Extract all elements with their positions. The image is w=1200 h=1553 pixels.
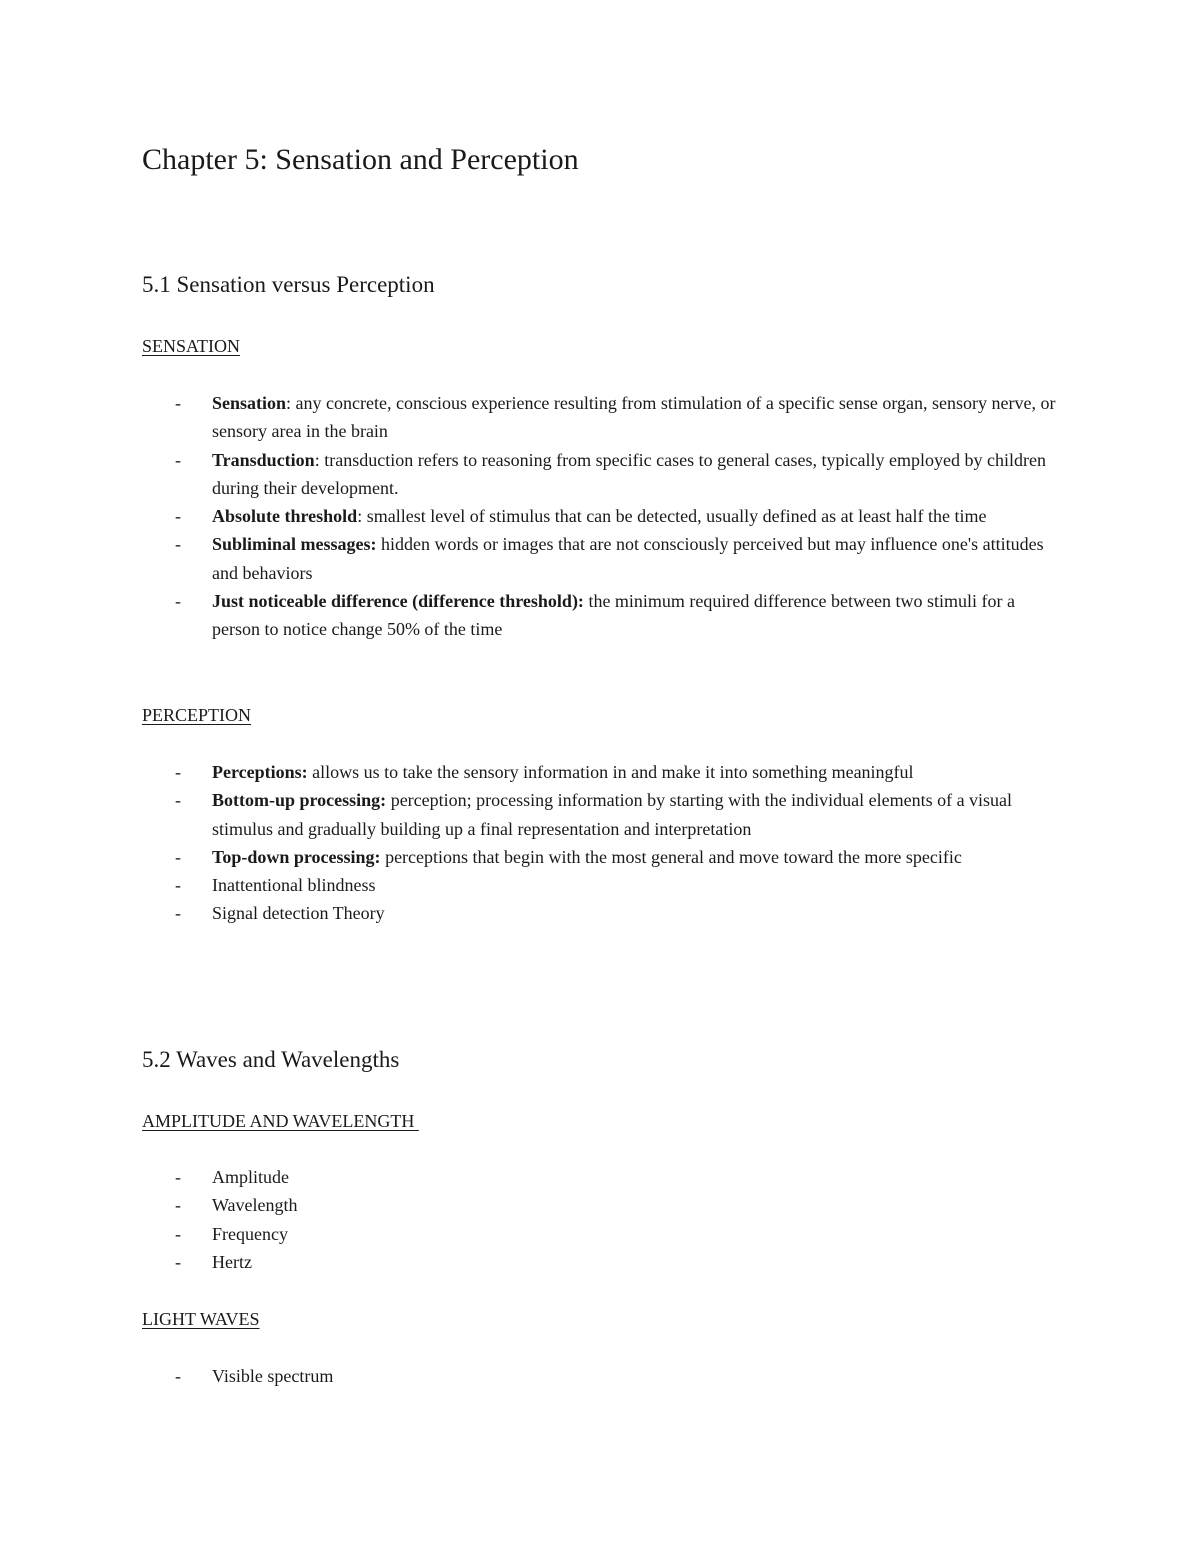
dash-bullet: - (175, 903, 181, 924)
dash-bullet: - (175, 1251, 181, 1272)
list-item (142, 899, 1062, 927)
subheading-amplitude-and-wavelength: AMPLITUDE AND WAVELENGTH (142, 1111, 419, 1131)
dash-bullet: - (175, 591, 181, 612)
term-label: Just noticeable difference (difference threshold): (212, 591, 584, 612)
dash-bullet: - (175, 790, 181, 811)
dash-bullet: - (175, 534, 181, 555)
list-item (142, 1220, 1062, 1248)
dash-bullet: - (175, 875, 181, 896)
term-definition: perceptions that begin with the most general and move toward the more specific (385, 846, 962, 867)
list-item (142, 758, 1062, 786)
list-item (142, 502, 1062, 530)
document-title: Chapter 5: Sensation and Perception (142, 143, 579, 176)
term-separator: : (357, 506, 367, 527)
item-text: Visible spectrum (212, 1366, 334, 1386)
term-label: Perceptions: (212, 762, 308, 782)
term-label: Bottom-up processing: (212, 790, 387, 811)
term-definition: hidden words or images that are not consciously perceived but may influence one's attitudes and behaviors (212, 534, 1044, 583)
term-definition: any concrete, conscious experience resulting from stimulation of a specific sense organ, sensory nerve, or sensory area in the brain (212, 393, 1056, 442)
list-item (142, 1248, 1062, 1276)
item-text: Wavelength (212, 1195, 298, 1216)
item-text: Frequency (212, 1223, 288, 1244)
term-definition: smallest level of stimulus that can be detected, usually defined as at least half the time (366, 506, 987, 527)
list-item (142, 389, 1062, 446)
term-label: Absolute threshold (212, 506, 358, 527)
subheading-perception: PERCEPTION (142, 705, 252, 725)
light-waves-term-list (142, 1362, 1062, 1390)
dash-bullet: - (175, 1195, 181, 1216)
item-text: Signal detection Theory (212, 903, 385, 924)
list-item (142, 1191, 1062, 1219)
list-item (142, 530, 1062, 587)
subheading-light-waves: LIGHT WAVES (142, 1309, 260, 1329)
dash-bullet: - (175, 1223, 181, 1244)
section-heading-waves-and-wavelengths: 5.2 Waves and Wavelengths (142, 1047, 400, 1072)
list-item (142, 786, 1062, 843)
sensation-term-list (142, 389, 1062, 644)
term-label: Sensation (212, 393, 287, 413)
term-separator: : (314, 449, 325, 470)
dash-bullet: - (175, 762, 181, 782)
dash-bullet: - (175, 846, 181, 867)
perception-term-list (142, 758, 1062, 928)
term-label: Top-down processing: (212, 846, 381, 867)
term-separator: : (286, 393, 296, 413)
term-label: Subliminal messages: (212, 534, 377, 555)
dash-bullet: - (175, 1366, 181, 1386)
amplitude-term-list (142, 1163, 1062, 1276)
dash-bullet: - (175, 1167, 181, 1187)
dash-bullet: - (175, 393, 181, 413)
dash-bullet: - (175, 449, 181, 470)
term-definition: perception; processing information by starting with the individual elements of a visual stimulus and gradually building up a final representation and interpretation (212, 790, 1013, 839)
term-label: Transduction (212, 449, 315, 470)
list-item (142, 587, 1062, 644)
term-definition: allows us to take the sensory information in and make it into something meaningful (312, 762, 914, 782)
section-heading-sensation-vs-perception: 5.1 Sensation versus Perception (142, 272, 435, 297)
item-text: Inattentional blindness (212, 875, 376, 896)
list-item (142, 871, 1062, 899)
dash-bullet: - (175, 506, 181, 527)
term-definition: the minimum required difference between two stimuli for a person to notice change 50% of the time (212, 591, 1015, 640)
term-definition: transduction refers to reasoning from specific cases to general cases, typically employed by children during their development. (212, 449, 1046, 498)
item-text: Hertz (212, 1251, 252, 1272)
list-item (142, 446, 1062, 503)
list-item (142, 1163, 1062, 1191)
item-text: Amplitude (212, 1167, 289, 1187)
list-item (142, 843, 1062, 871)
list-item (142, 1362, 1062, 1390)
subheading-sensation: SENSATION (142, 336, 241, 356)
